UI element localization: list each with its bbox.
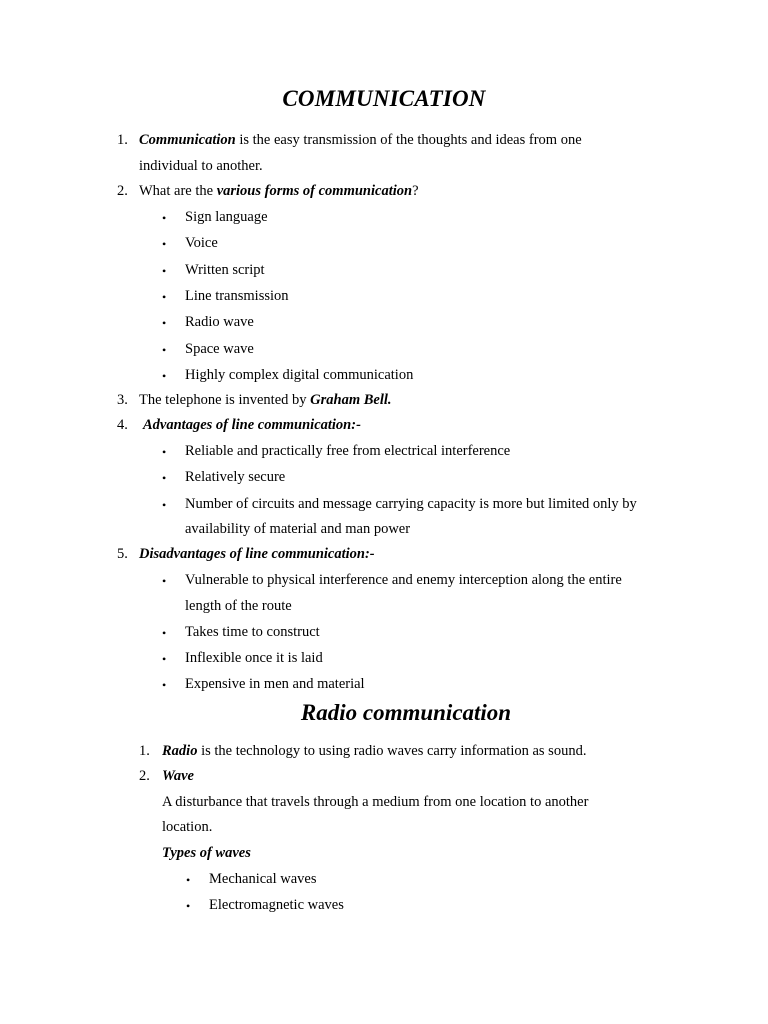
question-suffix: ? (412, 183, 419, 199)
bullet-icon: • (162, 471, 167, 485)
radio-text: is the technology to using radio waves carry information as sound. (197, 743, 587, 759)
definition-text: is the easy transmission of the thoughts and ideas from one (235, 132, 582, 148)
question-prefix: What are the (139, 183, 217, 199)
page-title: COMMUNICATION (282, 86, 486, 111)
list-item: Radio wave (185, 314, 254, 330)
list-item: Reliable and practically free from electrical interference (185, 443, 511, 459)
inventor-name: Graham Bell. (310, 392, 392, 408)
list-number: 3. (117, 392, 128, 408)
bullet-icon: • (162, 316, 167, 330)
bullet-icon: • (162, 445, 167, 459)
list-item: Voice (185, 235, 218, 251)
bullet-icon: • (162, 574, 167, 588)
list-item: Takes time to construct (185, 624, 320, 640)
list-item: Relatively secure (185, 469, 286, 485)
bullet-icon: • (162, 290, 167, 304)
list-number: 1. (139, 743, 150, 759)
list-item: Highly complex digital communication (185, 367, 414, 383)
definition-continuation: individual to another. (139, 158, 263, 174)
bullet-icon: • (162, 264, 167, 278)
bullet-icon: • (162, 498, 167, 512)
list-item-text (139, 131, 582, 149)
list-item: Vulnerable to physical interference and enemy interception along the entire (185, 572, 622, 588)
question-line (139, 182, 419, 200)
bullet-icon: • (186, 873, 191, 887)
wave-definition: A disturbance that travels through a medium from one location to another (162, 794, 589, 810)
section-title: Radio communication (300, 700, 512, 725)
bullet-icon: • (162, 211, 167, 225)
list-number: 5. (117, 546, 128, 562)
question-emphasis: various forms of communication (216, 183, 413, 199)
list-item-continuation: availability of material and man power (185, 521, 411, 537)
list-item: Line transmission (185, 288, 289, 304)
bullet-icon: • (162, 678, 167, 692)
list-item: Written script (185, 262, 265, 278)
bullet-icon: • (162, 343, 167, 357)
list-item: Mechanical waves (209, 871, 317, 887)
bullet-icon: • (162, 237, 167, 251)
list-number: 2. (117, 183, 128, 199)
list-item: Number of circuits and message carrying capacity is more but limited only by (185, 496, 637, 512)
list-item-continuation: length of the route (185, 598, 292, 614)
bullet-icon: • (162, 626, 167, 640)
list-number: 4. (117, 417, 128, 433)
types-of-waves-heading: Types of waves (162, 845, 251, 861)
bullet-icon: • (162, 652, 167, 666)
term-radio: Radio (162, 743, 198, 759)
list-item: Space wave (185, 341, 254, 357)
telephone-text: The telephone is invented by (139, 392, 311, 408)
radio-definition (162, 742, 586, 760)
telephone-line (139, 391, 392, 409)
list-item: Inflexible once it is laid (185, 650, 323, 666)
list-number: 1. (117, 132, 128, 148)
list-number: 2. (139, 768, 150, 784)
advantages-heading: Advantages of line communication:- (143, 417, 361, 433)
bullet-icon: • (186, 899, 191, 913)
term-communication: Communication (139, 132, 236, 148)
disadvantages-heading: Disadvantages of line communication:- (139, 546, 375, 562)
list-item: Electromagnetic waves (209, 897, 344, 913)
wave-definition-continuation: location. (162, 819, 213, 835)
list-item: Sign language (185, 209, 268, 225)
list-item: Expensive in men and material (185, 676, 365, 692)
bullet-icon: • (162, 369, 167, 383)
term-wave: Wave (162, 768, 194, 784)
